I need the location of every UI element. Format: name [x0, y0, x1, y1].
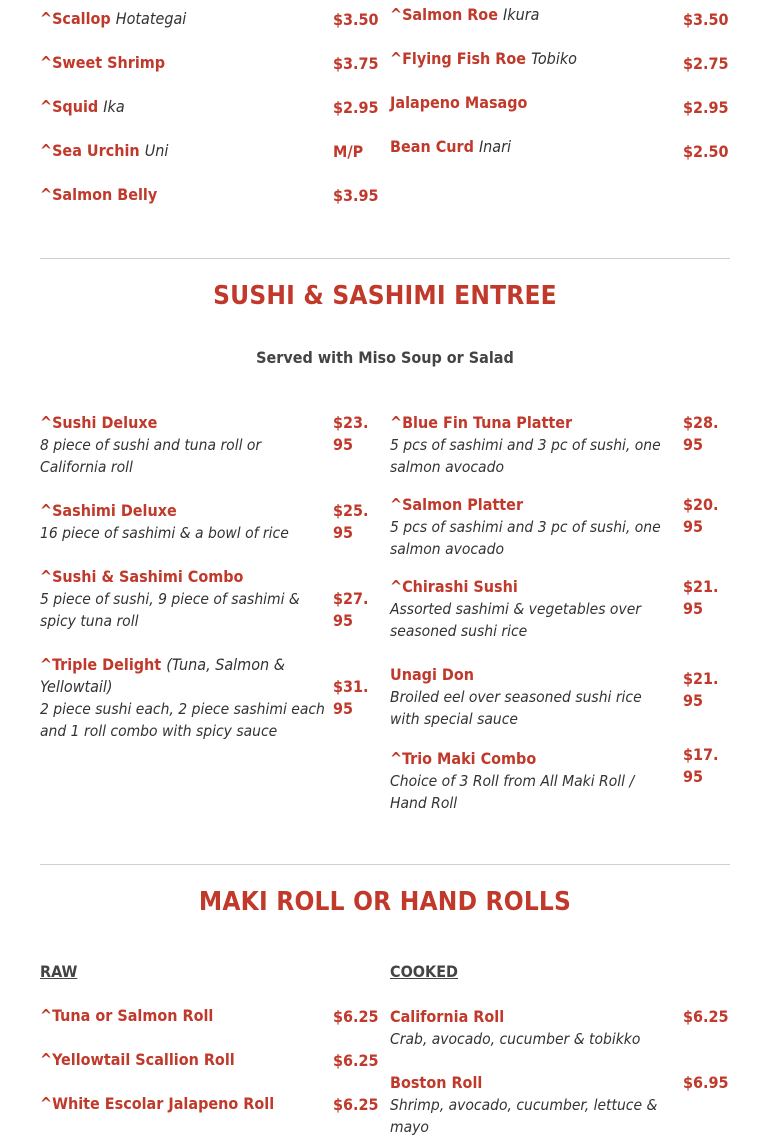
section-divider	[40, 864, 730, 865]
item-name: ^Sushi Deluxe	[40, 413, 158, 432]
maki-item: ^White Escolar Jalapeno Roll	[40, 1094, 275, 1113]
menu-item: ^Salmon Roe Ikura	[390, 5, 540, 24]
item-description: Assorted sashimi & vegetables over seasoned sushi rice	[390, 600, 642, 640]
item-price: $20.95	[683, 495, 719, 536]
item-price: $25.95	[333, 501, 369, 542]
entree-item	[390, 748, 650, 814]
item-price: $28.95	[683, 413, 719, 454]
section-heading-entree: SUSHI & SASHIMI ENTREE	[213, 281, 557, 311]
item-price: $6.25	[333, 1095, 379, 1114]
menu-item: ^Sea Urchin Uni	[40, 141, 169, 160]
column-heading-cooked: COOKED	[390, 962, 458, 981]
item-price: $2.95	[683, 98, 729, 117]
item-description: Crab, avocado, cucumber & tobikko	[390, 1030, 641, 1048]
item-name: ^Salmon Platter	[390, 495, 524, 514]
menu-item: ^Salmon Belly	[40, 185, 158, 204]
item-name: Unagi Don	[390, 665, 474, 684]
entree-item	[390, 664, 655, 730]
item-name: ^Trio Maki Combo	[390, 749, 537, 768]
item-description: Choice of 3 Roll from All Maki Roll / Hand Roll	[390, 772, 635, 812]
item-name: California Roll	[390, 1007, 505, 1026]
item-price: M/P	[333, 142, 364, 161]
item-price: $2.75	[683, 54, 729, 73]
maki-item: ^Yellowtail Scallion Roll	[40, 1050, 235, 1069]
section-divider	[40, 258, 730, 259]
entree-item	[40, 654, 325, 742]
item-price: $3.50	[683, 10, 729, 29]
section-heading-maki: MAKI ROLL OR HAND ROLLS	[198, 887, 572, 917]
menu-item: Jalapeno Masago	[390, 93, 528, 112]
item-price: $21.95	[683, 669, 719, 710]
maki-item	[390, 1006, 665, 1050]
item-price: $23.95	[333, 413, 369, 454]
item-name: ^Sushi & Sashimi Combo	[40, 567, 244, 586]
item-description: Shrimp, avocado, cucumber, lettuce & mayo	[390, 1096, 658, 1136]
entree-item	[390, 412, 670, 478]
item-price: $6.95	[683, 1073, 729, 1092]
menu-item: Bean Curd Inari	[390, 137, 512, 156]
menu-item: ^Squid Ika	[40, 97, 125, 116]
item-name: ^Blue Fin Tuna Platter	[390, 413, 573, 432]
item-description: 5 pcs of sashimi and 3 pc of sushi, one salmon avocado	[390, 436, 661, 476]
entree-item	[40, 412, 320, 478]
section-subtitle: Served with Miso Soup or Salad	[256, 348, 514, 367]
item-price: $3.50	[333, 10, 379, 29]
item-price: $27.95	[333, 589, 369, 630]
entree-item	[40, 566, 315, 632]
item-price: $6.25	[683, 1007, 729, 1026]
item-description: 8 piece of sushi and tuna roll or California roll	[40, 436, 262, 476]
item-price: $3.95	[333, 186, 379, 205]
item-price: $6.25	[333, 1007, 379, 1026]
item-name: ^Chirashi Sushi	[390, 577, 518, 596]
item-name-with-note: ^Triple Delight (Tuna, Salmon & Yellowtail)	[40, 655, 285, 696]
menu-item: ^Scallop Hotategai	[40, 9, 187, 28]
item-price: $6.25	[333, 1051, 379, 1070]
entree-item	[390, 494, 670, 560]
maki-item	[390, 1072, 665, 1138]
column-heading-raw: RAW	[40, 962, 78, 981]
item-description: 2 piece sushi each, 2 piece sashimi each and 1 roll combo with spicy sauce	[40, 700, 325, 740]
menu-item: ^Flying Fish Roe Tobiko	[390, 49, 577, 68]
item-price: $2.50	[683, 142, 729, 161]
maki-item: ^Tuna or Salmon Roll	[40, 1006, 214, 1025]
item-name: ^Sashimi Deluxe	[40, 501, 177, 520]
item-price: $3.75	[333, 54, 379, 73]
item-description: Broiled eel over seasoned sushi rice with special sauce	[390, 688, 642, 728]
menu-item: ^Sweet Shrimp	[40, 53, 166, 72]
item-description: 5 pcs of sashimi and 3 pc of sushi, one salmon avocado	[390, 518, 661, 558]
item-price: $31.95	[333, 677, 369, 718]
item-description: 16 piece of sashimi & a bowl of rice	[40, 524, 289, 542]
entree-item	[390, 576, 655, 642]
item-description: 5 piece of sushi, 9 piece of sashimi & spicy tuna roll	[40, 590, 300, 630]
item-price: $17.95	[683, 745, 719, 786]
item-price: $2.95	[333, 98, 379, 117]
item-name: Boston Roll	[390, 1073, 483, 1092]
entree-item	[40, 500, 325, 544]
item-price: $21.95	[683, 577, 719, 618]
